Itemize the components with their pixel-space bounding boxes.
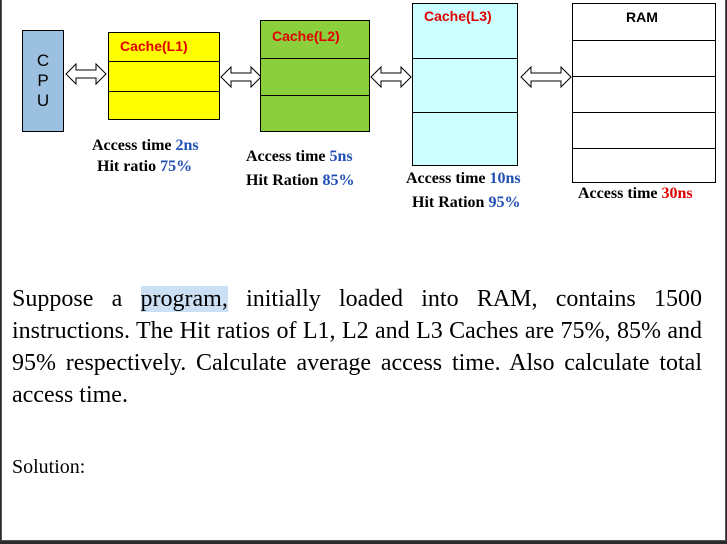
cache-l2-title: Cache(L2) xyxy=(272,28,340,44)
cpu-letter-p: P xyxy=(37,71,49,90)
cache-l1-title: Cache(L1) xyxy=(120,38,188,54)
cpu-letter-c: C xyxy=(36,51,50,70)
l1-hit-ratio: Hit ratio 75% xyxy=(97,158,193,175)
cpu-block xyxy=(22,30,64,132)
cache-l3-block xyxy=(412,3,518,166)
cpu-letter-u: U xyxy=(36,91,50,110)
page xyxy=(1,0,726,541)
highlighted-word: program, xyxy=(140,286,228,312)
l1-access-time: Access time 2ns xyxy=(92,137,199,154)
cache-l3-title: Cache(L3) xyxy=(424,8,492,24)
ram-title: RAM xyxy=(626,9,658,25)
double-arrow-icon xyxy=(65,62,107,86)
l2-hit-ratio: Hit Ration 85% xyxy=(246,172,355,189)
double-arrow-icon xyxy=(520,65,572,89)
l3-access-time: Access time 10ns xyxy=(406,170,521,187)
double-arrow-icon xyxy=(370,65,412,89)
ram-access-time: Access time 30ns xyxy=(578,185,693,202)
solution-label: Solution: xyxy=(12,456,86,478)
l2-access-time: Access time 5ns xyxy=(246,148,353,165)
double-arrow-icon xyxy=(220,65,262,89)
l3-hit-ratio: Hit Ration 95% xyxy=(412,194,521,211)
question-text: Suppose a program, initially loaded into RAM, contains 1500 instructions. The Hit ratios of L1, L2 and L3 Caches are 75%, 85% and 95% respectively. Calculate average access time. Also calculate total access time. xyxy=(12,286,702,408)
ram-block xyxy=(572,3,716,183)
